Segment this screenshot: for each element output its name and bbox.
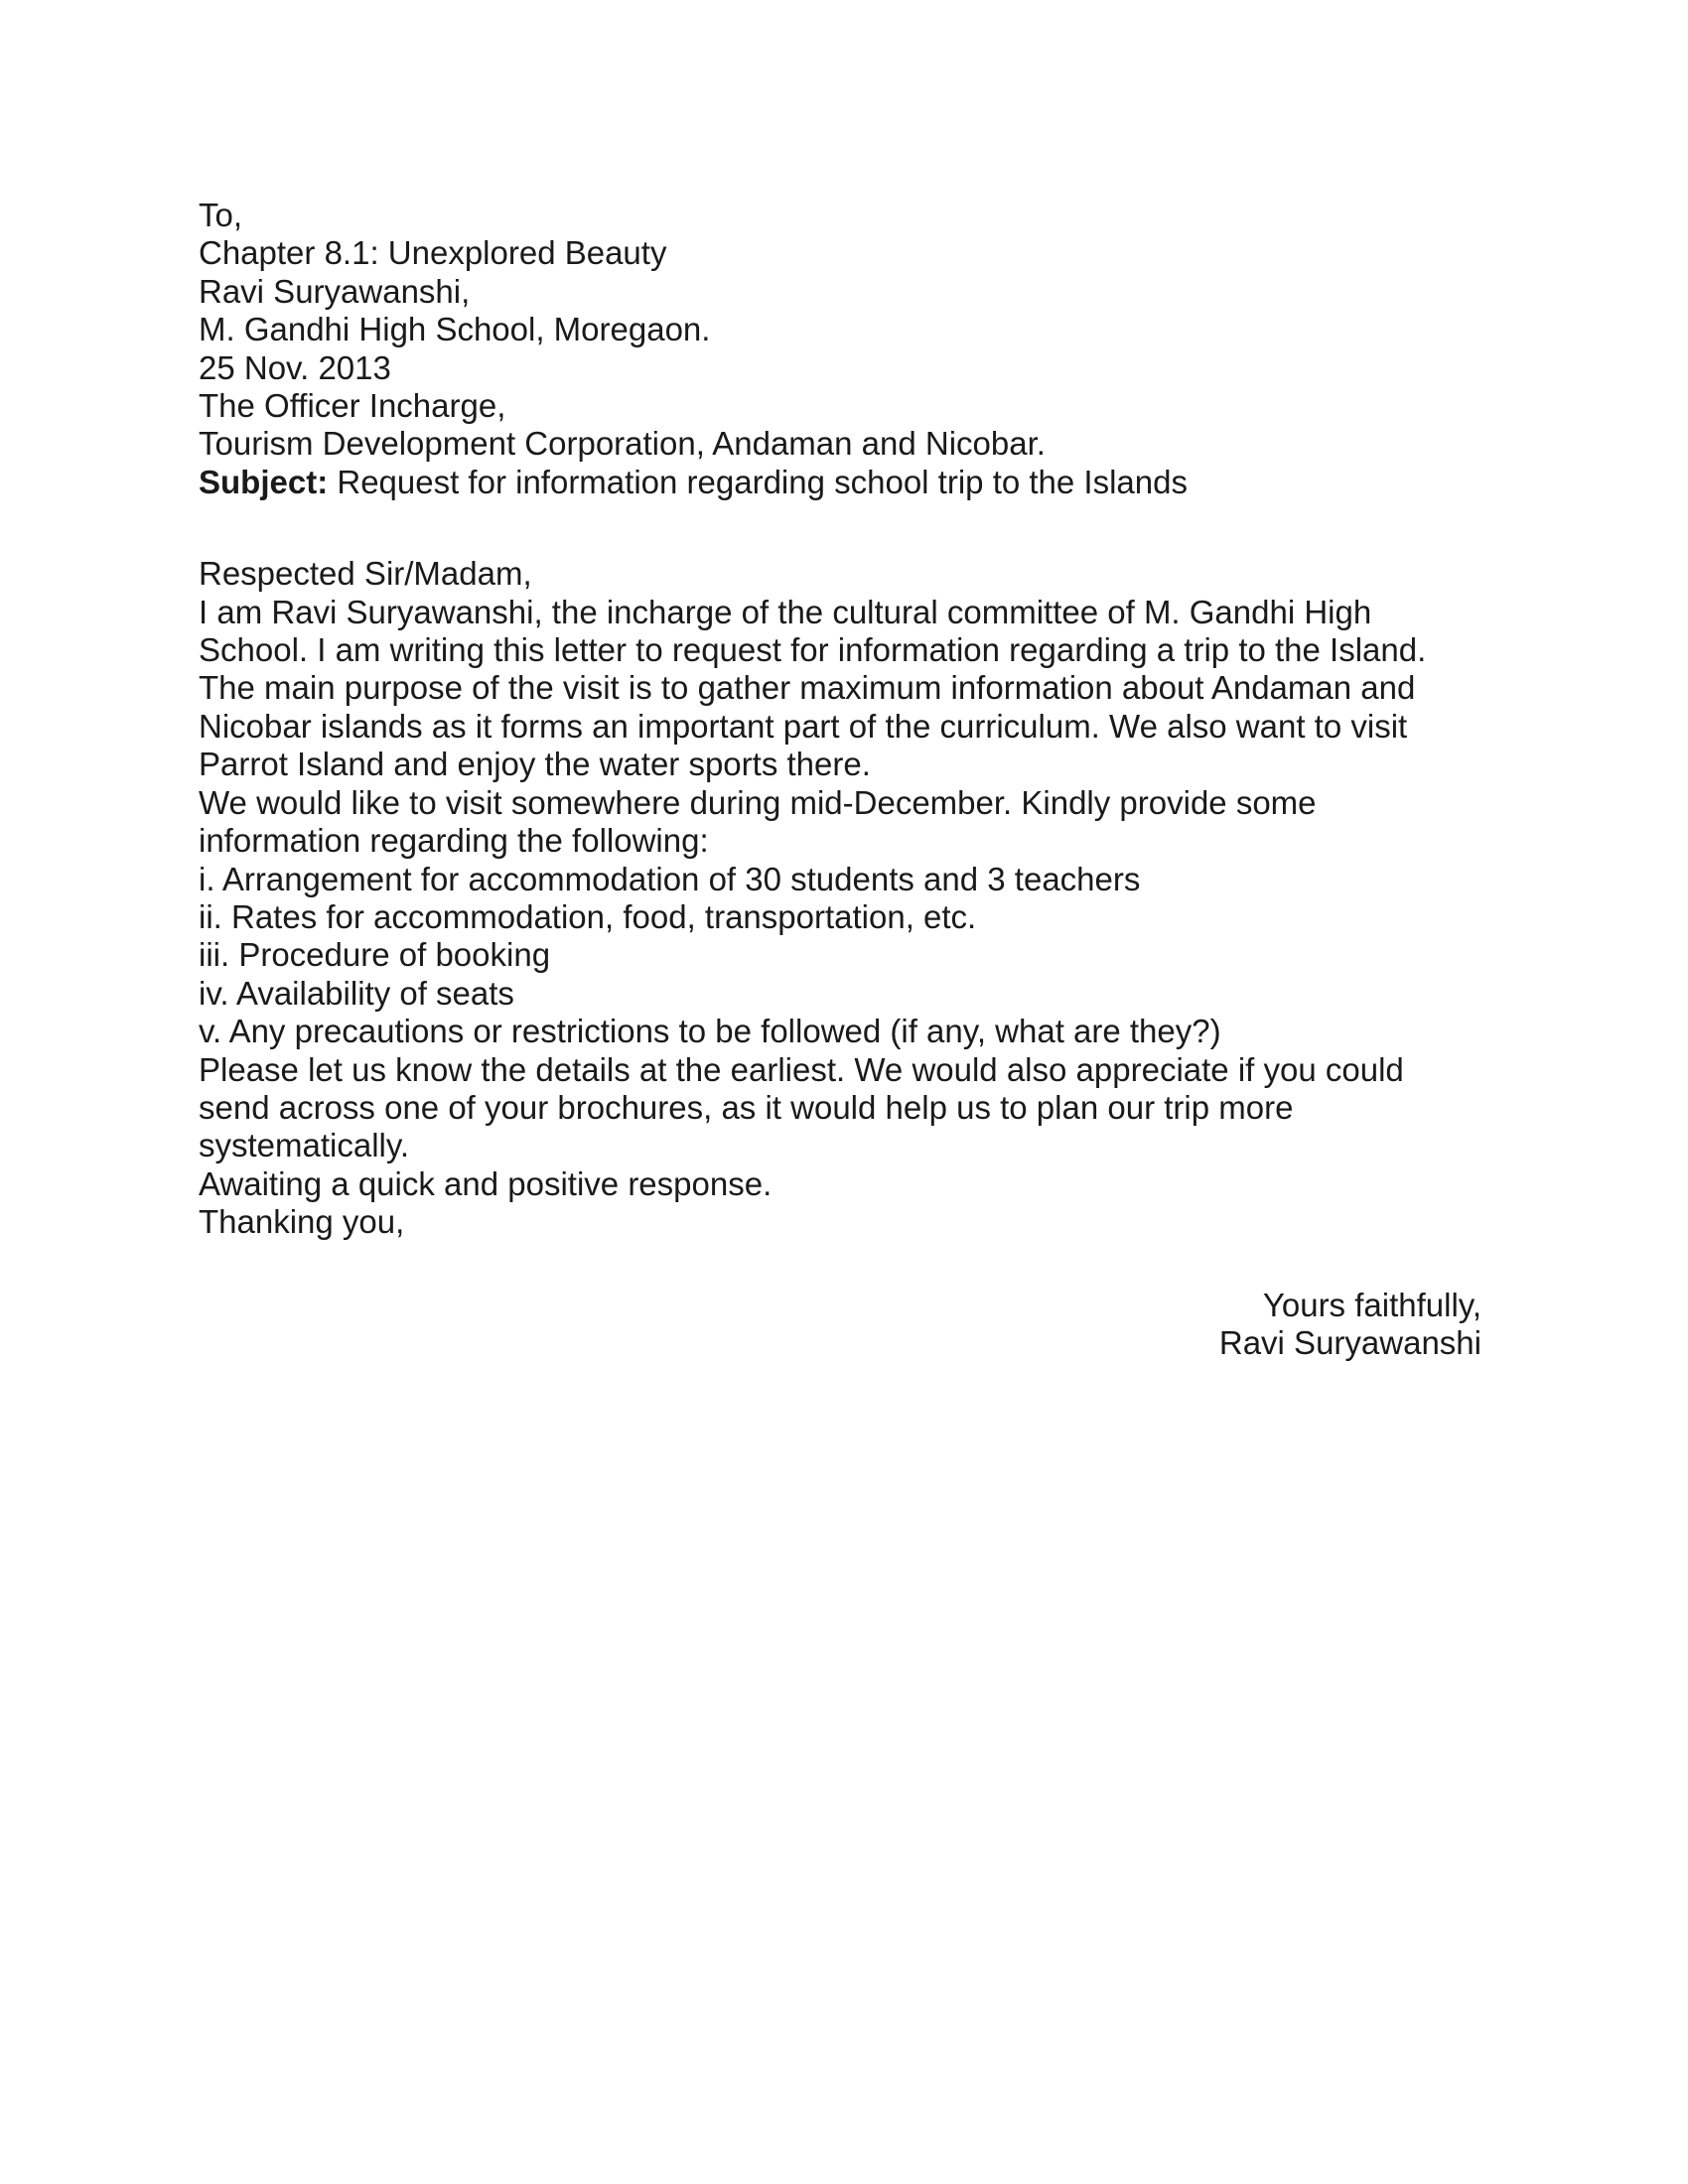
sender-name: Ravi Suryawanshi, [199, 272, 471, 310]
list-item: v. Any precautions or restrictions to be followed (if any, what are they?) [199, 1013, 1221, 1050]
thanks-line: Thanking you, [199, 1203, 405, 1241]
paragraph-line: The main purpose of the visit is to gather maximum information about Andaman and [199, 669, 1416, 707]
paragraph-line: information regarding the following: [199, 822, 709, 860]
list-item: iii. Procedure of booking [199, 936, 551, 974]
valediction: Yours faithfully, [1262, 1287, 1481, 1323]
paragraph-line: systematically. [199, 1127, 410, 1164]
paragraph-line: send across one of your brochures, as it would help us to plan our trip more [199, 1088, 1294, 1126]
spacer [199, 501, 1489, 555]
paragraph-line: Parrot Island and enjoy the water sports there. [199, 746, 871, 783]
recipient-organization: Tourism Development Corporation, Andaman and Nicobar. [199, 425, 1046, 463]
recipient-title: The Officer Incharge, [199, 387, 506, 425]
salutation: Respected Sir/Madam, [199, 555, 532, 593]
chapter-title: Chapter 8.1: Unexplored Beauty [199, 234, 667, 272]
subject-label: Subject: [199, 463, 329, 500]
paragraph-line: I am Ravi Suryawanshi, the incharge of the cultural committee of M. Gandhi High [199, 593, 1372, 630]
letter-date: 25 Nov. 2013 [199, 348, 391, 386]
list-item: ii. Rates for accommodation, food, transportation, etc. [199, 897, 977, 935]
signature-name: Ravi Suryawanshi [1218, 1324, 1481, 1362]
closing-request: Awaiting a quick and positive response. [199, 1164, 773, 1202]
letter-body [199, 197, 1489, 1242]
list-item: i. Arrangement for accommodation of 30 students and 3 teachers [199, 860, 1141, 897]
paragraph-line: School. I am writing this letter to request for information regarding a trip to the Island. [199, 631, 1427, 669]
paragraph-line: We would like to visit somewhere during mid-December. Kindly provide some [199, 783, 1317, 821]
sender-school: M. Gandhi High School, Moregaon. [199, 311, 711, 348]
subject-text: Request for information regarding school trip to the Islands [328, 463, 1188, 500]
list-item: iv. Availability of seats [199, 974, 514, 1012]
subject-line [199, 464, 1489, 501]
paragraph-line: Please let us know the details at the earliest. We would also appreciate if you could [199, 1050, 1404, 1088]
paragraph-line: Nicobar islands as it forms an important part of the curriculum. We also want to visit [199, 707, 1408, 745]
signature-block [1219, 1287, 1481, 1363]
to-line: To, [199, 197, 243, 233]
